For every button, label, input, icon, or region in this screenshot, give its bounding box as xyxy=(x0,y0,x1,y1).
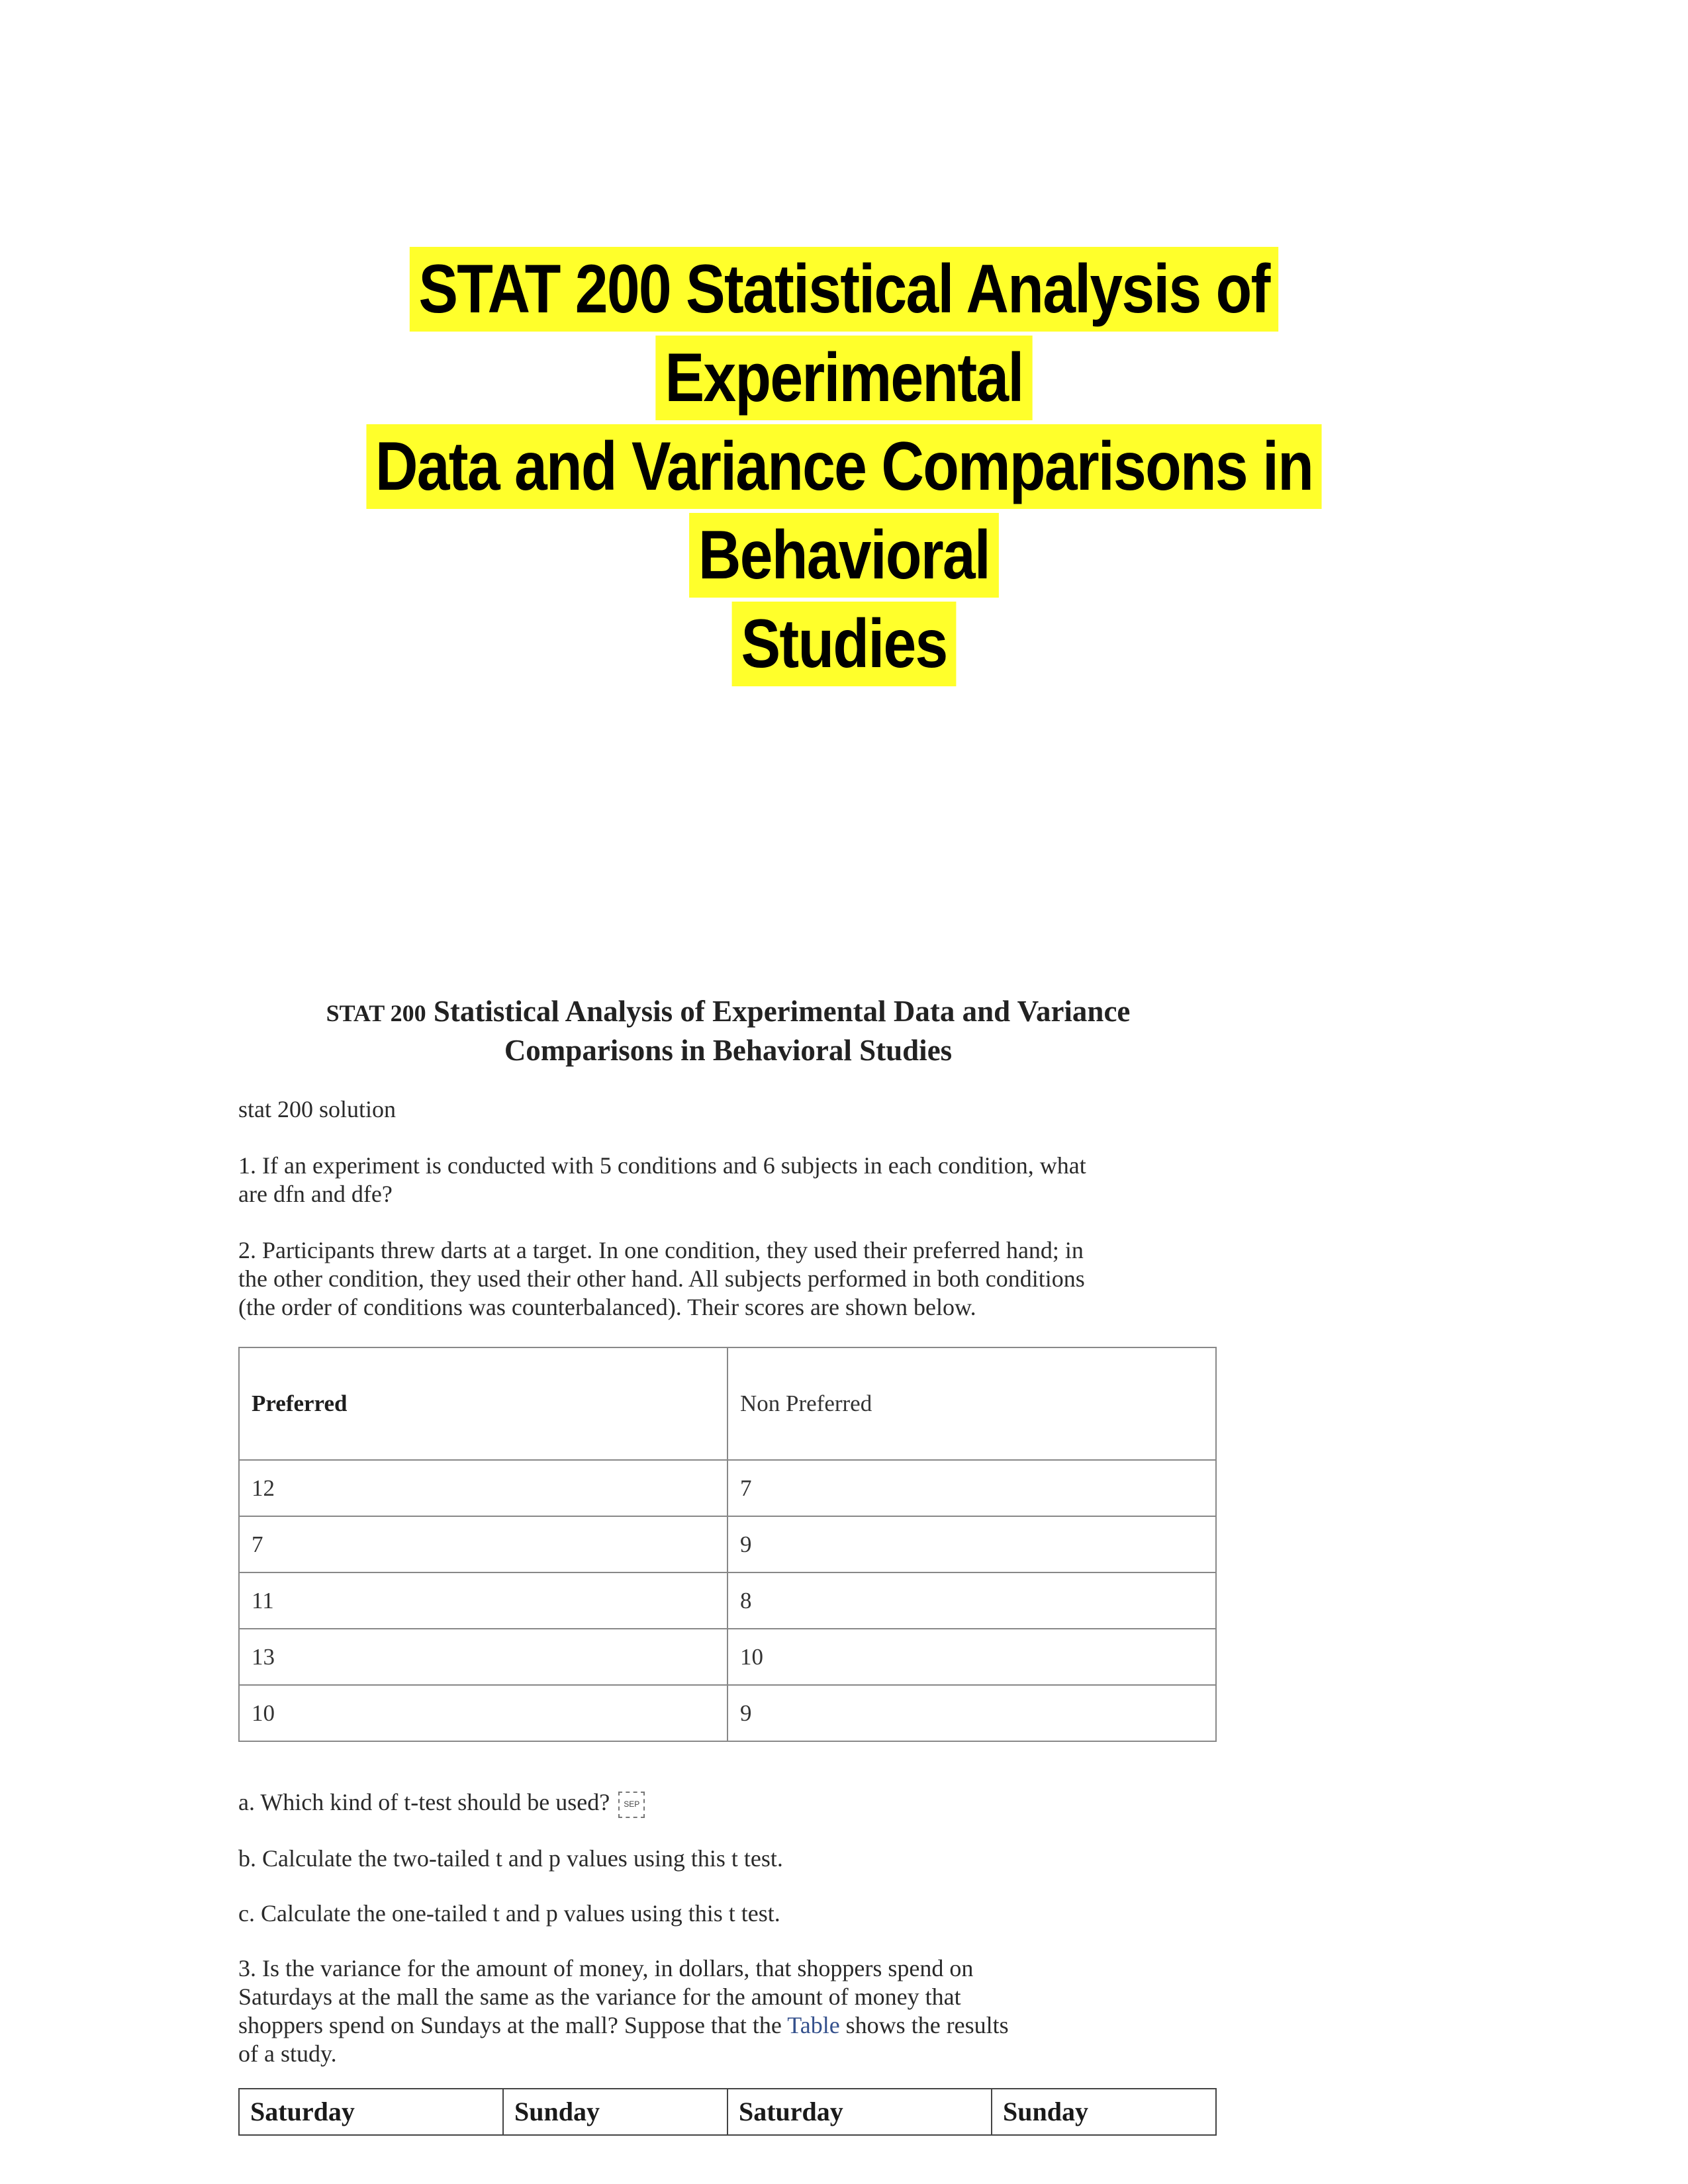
title-line-2: Comparisons in Behavioral Studies xyxy=(504,1034,953,1067)
table-cell: 9 xyxy=(727,1685,1216,1741)
question-3-line-3-end: shows the results xyxy=(839,2011,1009,2038)
question-2-line-2: the other condition, they used their other hand. All subjects performed in both conditions xyxy=(238,1265,1085,1292)
darts-scores-table xyxy=(238,1347,1217,1742)
table-header-row xyxy=(239,1347,1216,1460)
header-sunday: Sunday xyxy=(503,2089,727,2135)
separator-placeholder-icon: SEP xyxy=(618,1792,645,1818)
question-3-line-3-start: shoppers spend on Sundays at the mall? Suppose that the xyxy=(238,2011,788,2038)
table-row xyxy=(239,1572,1216,1629)
title-prefix: STAT 200 xyxy=(326,1000,426,1026)
table-cell: 9 xyxy=(727,1516,1216,1572)
question-1-line-1: 1. If an experiment is conducted with 5 conditions and 6 subjects in each condition, what xyxy=(238,1152,1086,1179)
table-row xyxy=(239,1516,1216,1572)
table-header-row xyxy=(239,2089,1216,2135)
question-3 xyxy=(238,1954,1218,2068)
table-cell: 11 xyxy=(239,1572,727,1629)
document-preview xyxy=(238,993,1218,2136)
table-row xyxy=(239,1685,1216,1741)
banner-line-3: Studies xyxy=(732,602,957,686)
banner-line-2: Data and Variance Comparisons in Behavioral xyxy=(366,424,1322,598)
table-cell: 10 xyxy=(239,1685,727,1741)
question-2 xyxy=(238,1236,1218,1322)
table-cell: 8 xyxy=(727,1572,1216,1629)
question-3-line-4: of a study. xyxy=(238,2040,337,2067)
table-cell: 7 xyxy=(239,1516,727,1572)
table-row xyxy=(239,1460,1216,1516)
table-cell: 7 xyxy=(727,1460,1216,1516)
question-3-line-1: 3. Is the variance for the amount of money, in dollars, that shoppers spend on xyxy=(238,1954,974,1981)
question-2-line-3: (the order of conditions was counterbalanced). Their scores are shown below. xyxy=(238,1294,976,1320)
table-row xyxy=(239,1629,1216,1685)
question-2a xyxy=(238,1788,1218,1818)
question-2b: b. Calculate the two-tailed t and p values using this t test. xyxy=(238,1844,783,1872)
header-non-preferred: Non Preferred xyxy=(727,1347,1216,1460)
question-2a-text: a. Which kind of t-test should be used? xyxy=(238,1789,610,1815)
banner-line-1: STAT 200 Statistical Analysis of Experimental xyxy=(410,247,1279,420)
question-2c: c. Calculate the one-tailed t and p values using this t test. xyxy=(238,1899,780,1927)
title-banner xyxy=(272,245,1417,688)
table-cell: 13 xyxy=(239,1629,727,1685)
question-2-line-1: 2. Participants threw darts at a target. In one condition, they used their preferred hand; in xyxy=(238,1237,1084,1263)
table-link[interactable]: Table xyxy=(787,2011,840,2038)
shopping-table xyxy=(238,2088,1217,2136)
header-saturday: Saturday xyxy=(239,2089,503,2135)
table-cell: 10 xyxy=(727,1629,1216,1685)
question-1 xyxy=(238,1152,1218,1208)
header-sunday: Sunday xyxy=(992,2089,1216,2135)
header-preferred: Preferred xyxy=(239,1347,727,1460)
title-line-1: Statistical Analysis of Experimental Data and Variance xyxy=(433,995,1131,1028)
question-3-line-2: Saturdays at the mall the same as the variance for the amount of money that xyxy=(238,1983,961,2010)
header-saturday: Saturday xyxy=(727,2089,992,2135)
document-title xyxy=(238,993,1218,1069)
question-1-line-2: are dfn and dfe? xyxy=(238,1181,393,1207)
table-cell: 12 xyxy=(239,1460,727,1516)
intro-text: stat 200 solution xyxy=(238,1096,397,1122)
